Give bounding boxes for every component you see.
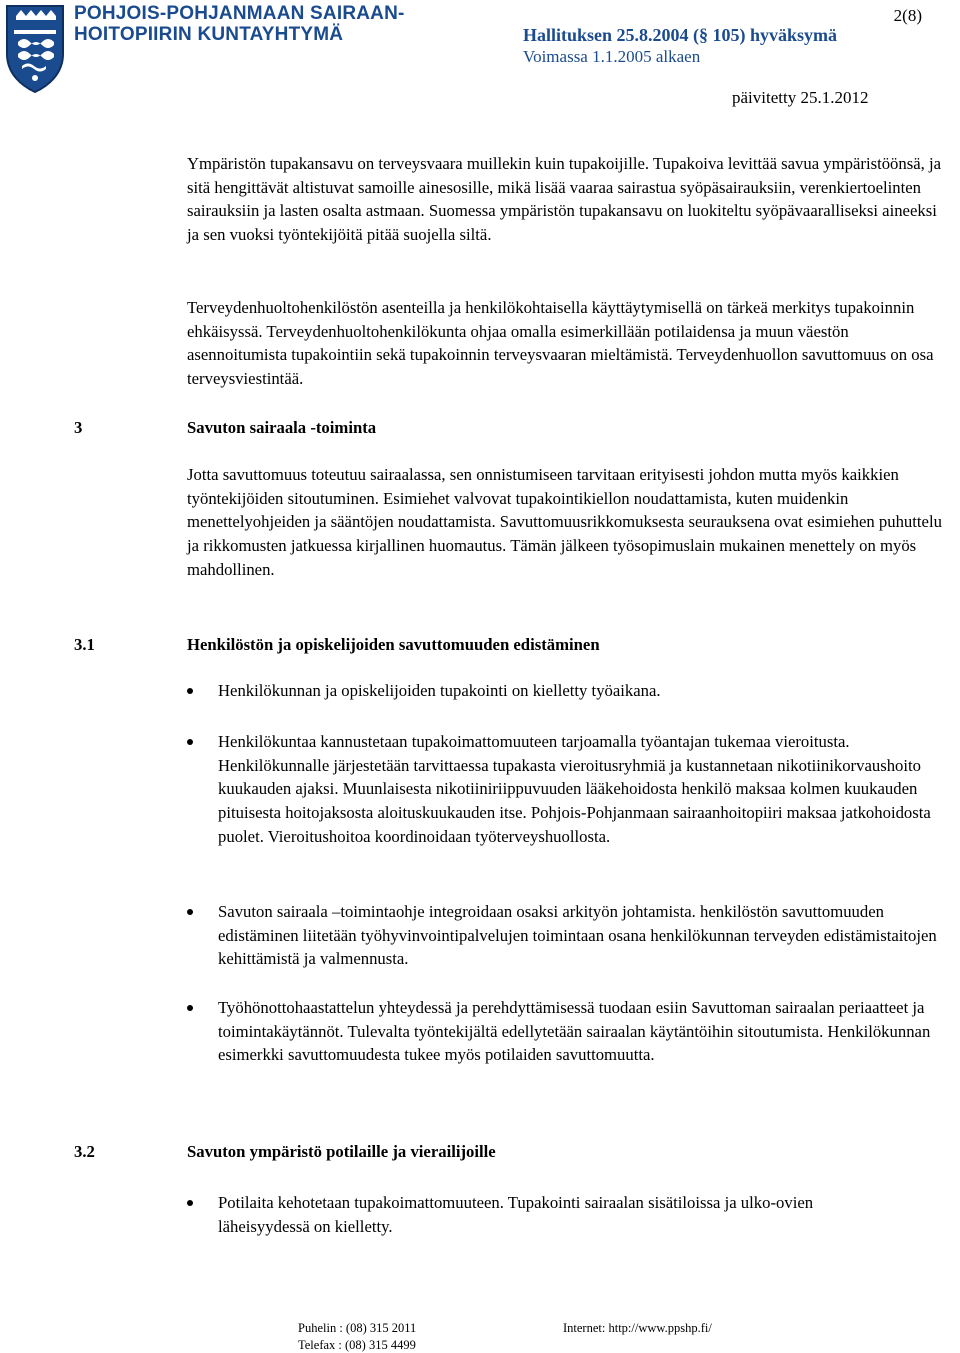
section-3-1-number: 3.1 [74, 635, 95, 654]
paragraph-secondhand-smoke: Ympäristön tupakansavu on terveysvaara muillekin kuin tupakoijille. Tupakoiva levittää savua ympäristöönsä, ja sitä hengittävät altistuvat samoille ainesosille, mikä lisää vaaraa sairastua syöpäsairauksiin, verenkiertoelinten sairauksiin ja lasten osalta astmaan. Suomessa ympäristön tupakansavu on luokiteltu syöpävaaralliseksi aineeksi ja sen vuoksi työntekijöitä pitää suojella siltä. [187, 154, 942, 245]
list-item-text: Henkilökunnan ja opiskelijoiden tupakointi on kielletty työaikana. [218, 681, 661, 700]
bullet-icon [187, 1200, 193, 1206]
organization-name-line2: HOITOPIIRIN KUNTAYHTYMÄ [74, 24, 344, 45]
list-item [187, 679, 927, 703]
section-3-2-title: Savuton ympäristö potilaille ja vierailijoille [187, 1142, 496, 1161]
section-3-2-number: 3.2 [74, 1142, 95, 1161]
section-3-1-title: Henkilöstön ja opiskelijoiden savuttomuuden edistäminen [187, 635, 600, 654]
list-item-text: Savuton sairaala –toimintaohje integroidaan osaksi arkityön johtamista. henkilöstön savuttomuuden edistäminen liitetään työhyvinvointipalvelujen toimintaan osana henkilökunnan terveyden edistämistaitojen kehittämistä ja valmennusta. [218, 902, 937, 969]
paragraph-staff-attitudes: Terveydenhuoltohenkilöstön asenteilla ja henkilökohtaisella käyttäytymisellä on tärkeä merkitys tupakoinnin ehkäisyssä. Terveydenhuoltohenkilökunta ohjaa omalla esimerkillään potilaidensa ja muun väestön asennoitumista tupakointiin sekä tupakoinnin terveysvaaran mieltämistä. Terveydenhuollon savuttomuus on osa terveysviestintää. [187, 298, 934, 389]
bullet-icon [187, 909, 193, 915]
validity-note: Voimassa 1.1.2005 alkaen [523, 47, 701, 66]
bullet-icon [187, 739, 193, 745]
footer-phone: Puhelin : (08) 315 2011 [298, 1321, 417, 1335]
page-number: 2(8) [893, 6, 922, 25]
approval-note: Hallituksen 25.8.2004 (§ 105) hyväksymä [523, 25, 838, 45]
list-item [187, 730, 931, 875]
list-item-text: Potilaita kehotetaan tupakoimattomuuteen. Tupakointi sairaalan sisätiloissa ja ulko-ovien läheisyydessä on kielletty. [218, 1193, 814, 1236]
coat-of-arms-icon [4, 2, 66, 94]
section-3-number: 3 [74, 418, 83, 437]
section-3-title: Savuton sairaala -toiminta [187, 418, 377, 437]
updated-date: päivitetty 25.1.2012 [732, 88, 869, 107]
paragraph-smokefree-hospital: Jotta savuttomuus toteutuu sairaalassa, sen onnistumiseen tarvitaan erityisesti johdon mutta myös kaikkien työntekijöiden sitoutuminen. Esimiehet valvovat tupakointikiellon noudattamista, kuten muidenkin menettelyohjeiden ja sääntöjen noudattamista. Savuttomuusrikkomuksesta seurauksena ovat esimiehen puhuttelu ja rikkomusten jatkuessa kirjallinen huomautus. Tämän jälkeen työsopimuslain mukainen menettely on myös mahdollinen. [187, 465, 942, 579]
bullet-icon [187, 1005, 193, 1011]
list-item-text: Henkilökuntaa kannustetaan tupakoimattomuuteen tarjoamalla työantajan tukemaa vieroitusta. Henkilökunnalle järjestetään tarvittaessa tupakasta vieroitusryhmiä ja kustannetaan nikotiinikorvaushoito kuukauden ajaksi. Muunlaisesta nikotiiniriippuvuuden lääkehoidosta henkilö maksaa kolmen kuukauden pituisesta hoitojaksosta aloituskuukauden itse. Pohjois-Pohjanmaan sairaanhoitopiiri maksaa jatkohoidosta puolet. Vieroitushoitoa koordinoidaan työterveyshuollosta. [218, 732, 931, 846]
footer-fax: Telefax : (08) 315 4499 [298, 1338, 416, 1352]
list-item [187, 900, 937, 972]
organization-name-line1: POHJOIS-POHJANMAAN SAIRAAN- [74, 3, 405, 24]
list-item [187, 996, 931, 1092]
list-item-text: Työhönottohaastattelun yhteydessä ja perehdyttämisessä tuodaan esiin Savuttoman sairaalan periaatteet ja toimintakäytännöt. Tulevalta työntekijältä edellytetään sairaalan käytäntöihin sitoutumista. Henkilökunnan esimerkki savuttomuudesta tukee myös potilaiden savuttomuutta. [218, 998, 931, 1065]
list-item [187, 1191, 927, 1239]
footer-internet-link[interactable]: Internet: http://www.ppshp.fi/ [563, 1321, 712, 1335]
bullet-icon [187, 688, 193, 694]
